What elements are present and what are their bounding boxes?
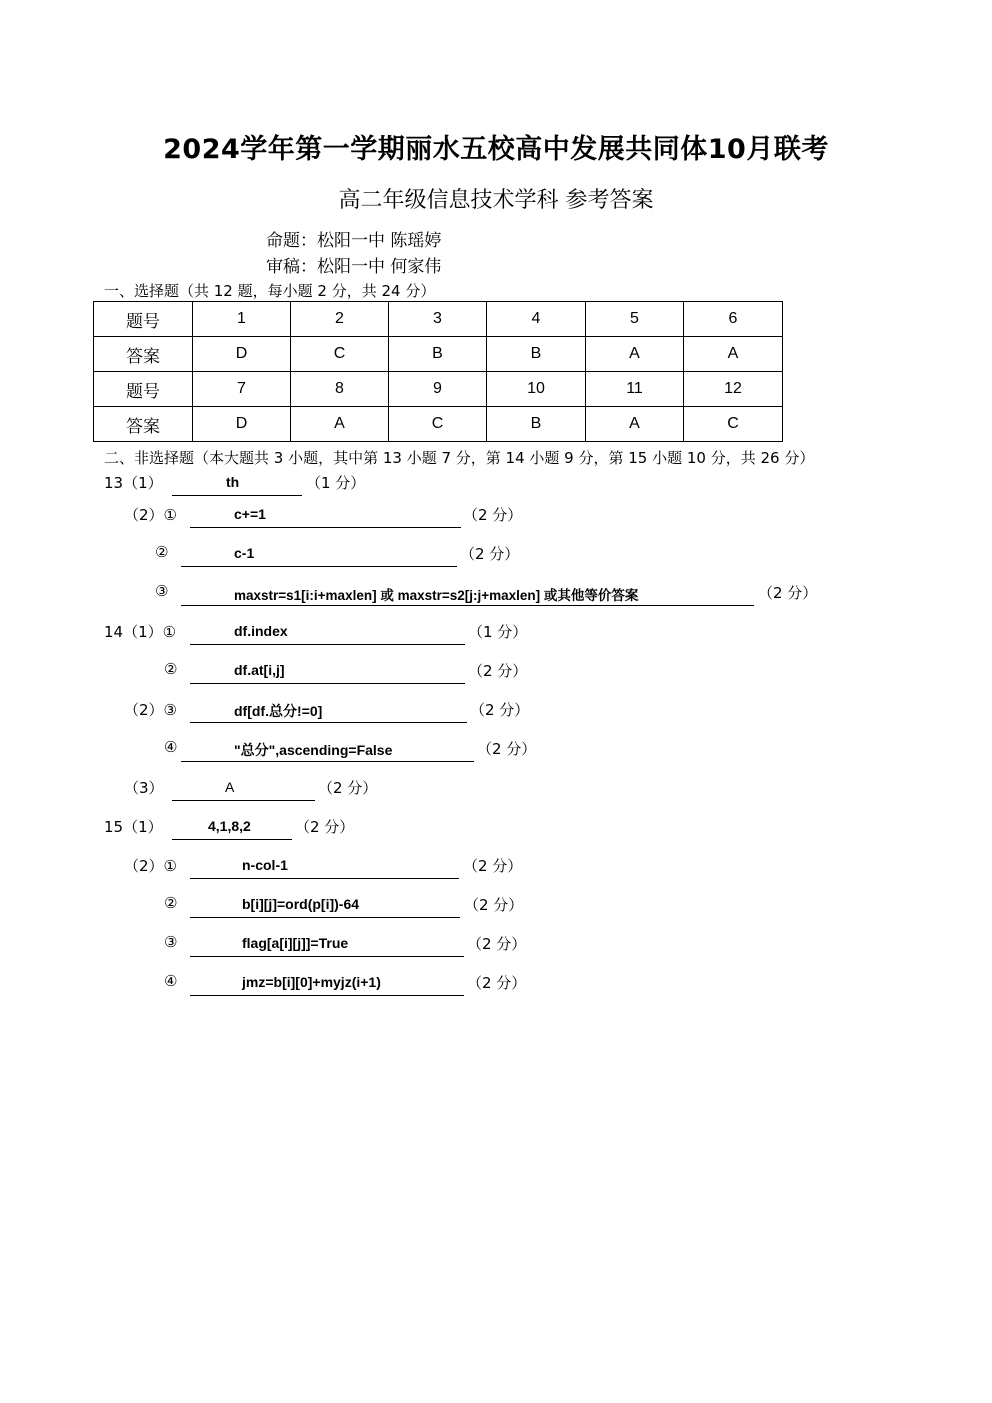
answer-blank: "总分",ascending=False bbox=[181, 738, 474, 762]
answer-blank: th bbox=[172, 472, 302, 496]
answer-line bbox=[0, 933, 992, 959]
answer-line bbox=[0, 660, 992, 686]
points-label: （1 分） bbox=[468, 623, 528, 641]
table-cell: 5 bbox=[586, 302, 684, 337]
question-label: （2）③ bbox=[124, 701, 177, 719]
row-label: 题号 bbox=[94, 302, 193, 337]
points-label: （2 分） bbox=[467, 935, 527, 953]
points-label: （2 分） bbox=[758, 584, 818, 602]
answer-line bbox=[0, 472, 992, 498]
table-cell: B bbox=[389, 337, 487, 372]
row-label: 答案 bbox=[94, 407, 193, 442]
table-cell: 11 bbox=[586, 372, 684, 407]
points-label: （2 分） bbox=[464, 896, 524, 914]
points-label: （2 分） bbox=[470, 701, 530, 719]
answer-line bbox=[0, 972, 992, 998]
table-cell: A bbox=[586, 337, 684, 372]
points-label: （2 分） bbox=[463, 857, 523, 875]
points-label: （2 分） bbox=[295, 818, 355, 836]
row-label: 题号 bbox=[94, 372, 193, 407]
answer-blank: df[df.总分!=0] bbox=[190, 699, 467, 723]
table-cell: A bbox=[684, 337, 783, 372]
section1-heading: 一、选择题（共 12 题，每小题 2 分，共 24 分） bbox=[104, 282, 436, 300]
table-cell: C bbox=[291, 337, 389, 372]
table-cell: 6 bbox=[684, 302, 783, 337]
question-label: 15（1） bbox=[104, 818, 163, 836]
table-row bbox=[94, 372, 783, 407]
points-label: （1 分） bbox=[306, 474, 366, 492]
answer-blank: jmz=b[i][0]+myjz(i+1) bbox=[190, 972, 464, 996]
choice-answer-table bbox=[93, 301, 783, 442]
points-label: （2 分） bbox=[467, 974, 527, 992]
points-label: （2 分） bbox=[477, 740, 537, 758]
points-label: （2 分） bbox=[460, 545, 520, 563]
answer-line bbox=[0, 816, 992, 842]
table-cell: D bbox=[193, 407, 291, 442]
table-cell: C bbox=[389, 407, 487, 442]
question-label: 13（1） bbox=[104, 474, 163, 492]
table-cell: 9 bbox=[389, 372, 487, 407]
answer-line bbox=[0, 894, 992, 920]
table-cell: B bbox=[487, 407, 586, 442]
table-cell: 2 bbox=[291, 302, 389, 337]
setter-line: 命题：松阳一中 陈瑶婷 bbox=[266, 231, 442, 251]
answer-blank: c-1 bbox=[181, 543, 457, 567]
question-label: 14（1）① bbox=[104, 623, 177, 641]
question-label: （2）① bbox=[124, 857, 177, 875]
table-row bbox=[94, 337, 783, 372]
document-title: 2024学年第一学期丽水五校高中发展共同体10月联考 bbox=[163, 134, 829, 165]
answer-blank: df.index bbox=[190, 621, 465, 645]
answer-line bbox=[0, 582, 992, 608]
table-cell: 10 bbox=[487, 372, 586, 407]
answer-blank: maxstr=s1[i:i+maxlen] 或 maxstr=s2[j:j+maxlen] 或其他等价答案 bbox=[181, 582, 754, 606]
table-cell: A bbox=[586, 407, 684, 442]
question-label: ③ bbox=[164, 933, 178, 951]
answer-blank: 4,1,8,2 bbox=[172, 816, 292, 840]
points-label: （2 分） bbox=[468, 662, 528, 680]
table-cell: 3 bbox=[389, 302, 487, 337]
table-cell: 4 bbox=[487, 302, 586, 337]
answer-line bbox=[0, 621, 992, 647]
answer-line bbox=[0, 777, 992, 803]
answer-blank: c+=1 bbox=[190, 504, 461, 528]
answer-blank: df.at[i,j] bbox=[190, 660, 465, 684]
answer-line bbox=[0, 738, 992, 764]
points-label: （2 分） bbox=[463, 506, 523, 524]
question-label: ② bbox=[164, 894, 178, 912]
table-row bbox=[94, 302, 783, 337]
document-subtitle: 高二年级信息技术学科 参考答案 bbox=[338, 188, 654, 213]
points-label: （2 分） bbox=[318, 779, 378, 797]
question-label: ④ bbox=[164, 738, 178, 756]
table-cell: C bbox=[684, 407, 783, 442]
question-label: ③ bbox=[155, 582, 169, 600]
table-cell: D bbox=[193, 337, 291, 372]
reviewer-line: 审稿：松阳一中 何家伟 bbox=[266, 257, 442, 277]
table-cell: 12 bbox=[684, 372, 783, 407]
row-label: 答案 bbox=[94, 337, 193, 372]
answer-blank: n-col-1 bbox=[190, 855, 459, 879]
table-cell: A bbox=[291, 407, 389, 442]
question-label: （2）① bbox=[124, 506, 177, 524]
table-row bbox=[94, 407, 783, 442]
section2-heading: 二、非选择题（本大题共 3 小题，其中第 13 小题 7 分，第 14 小题 9 分，第 15 小题 10 分，共 26 分） bbox=[104, 449, 815, 467]
question-label: ② bbox=[164, 660, 178, 678]
answer-blank: A bbox=[172, 777, 315, 801]
answer-line bbox=[0, 699, 992, 725]
question-label: （3） bbox=[124, 779, 164, 797]
answer-blank: b[i][j]=ord(p[i])-64 bbox=[190, 894, 460, 918]
table-cell: B bbox=[487, 337, 586, 372]
answer-blank: flag[a[i][j]]=True bbox=[190, 933, 464, 957]
table-cell: 1 bbox=[193, 302, 291, 337]
answer-line bbox=[0, 543, 992, 569]
answer-line bbox=[0, 855, 992, 881]
question-label: ④ bbox=[164, 972, 178, 990]
answer-line bbox=[0, 504, 992, 530]
table-cell: 7 bbox=[193, 372, 291, 407]
table-cell: 8 bbox=[291, 372, 389, 407]
question-label: ② bbox=[155, 543, 169, 561]
